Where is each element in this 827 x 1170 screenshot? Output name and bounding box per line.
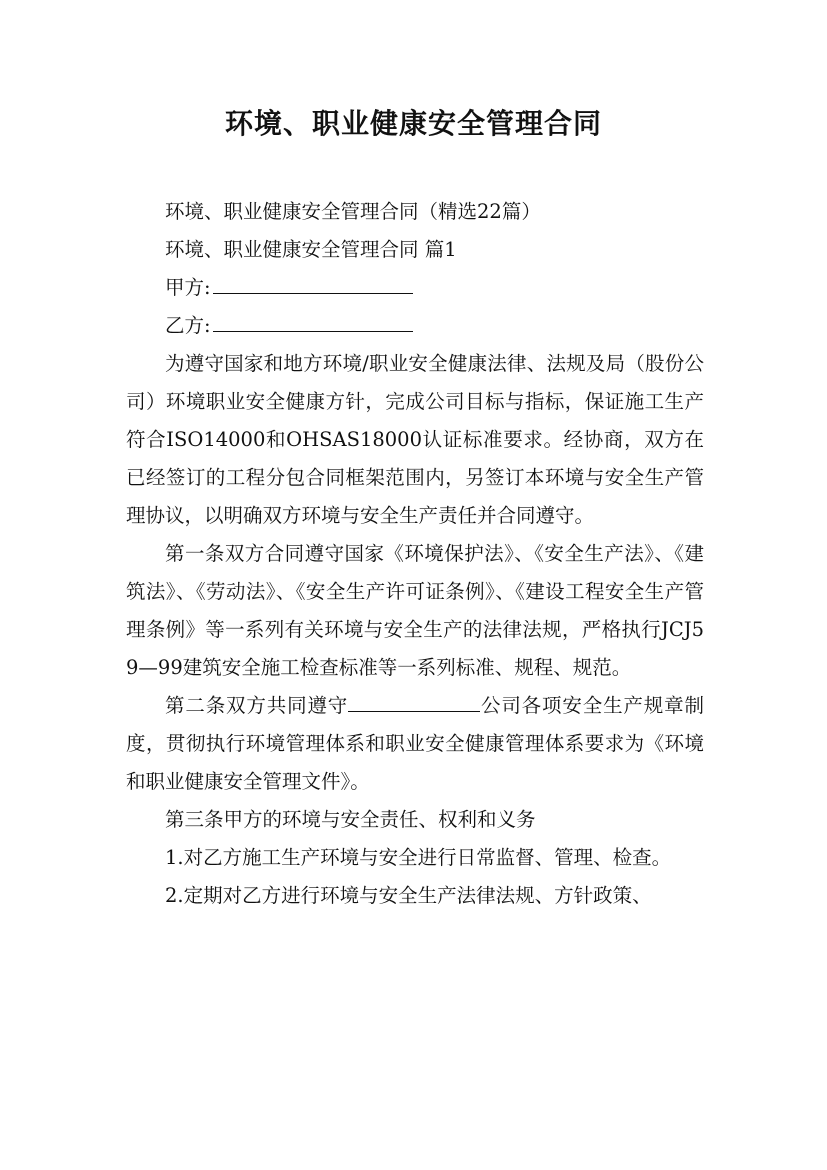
article-2 xyxy=(126,687,704,801)
party-a-line xyxy=(126,269,704,307)
party-a-label: 甲方: xyxy=(165,276,211,299)
intro-paragraph: 为遵守国家和地方环境/职业安全健康法律、法规及局（股份公司）环境职业安全健康方针，完成公司目标与指标，保证施工生产符合ISO14000和OHSAS18000认证标准要求。经协商，双方在已经签订的工程分包合同框架范围内，另签订本环境与安全生产管理协议，以明确双方环境与安全生产责任并合同遵守。 xyxy=(126,352,704,527)
item-2: 2.定期对乙方进行环境与安全生产法律法规、方针政策、 xyxy=(165,884,652,907)
party-b-label: 乙方: xyxy=(165,314,211,337)
item-1: 1.对乙方施工生产环境与安全进行日常监督、管理、检查。 xyxy=(165,846,672,869)
article-2-before: 第二条双方共同遵守 xyxy=(165,694,349,717)
document-body xyxy=(126,193,704,915)
subtitle-line: 环境、职业健康安全管理合同（精选22篇） xyxy=(165,200,541,223)
article-2-after: 公司各项安全生产规章制度，贯彻执行环境管理体系和职业安全健康管理体系要求为《环境和职业健康安全管理文件》。 xyxy=(126,694,704,793)
article-1: 第一条双方合同遵守国家《环境保护法》、《安全生产法》、《建筑法》、《劳动法》、《安全生产许可证条例》、《建设工程安全生产管理条例》等一系列有关环境与安全生产的法律法规，严格执行JCJ59—99建筑安全施工检查标准等一系列标准、规程、规范。 xyxy=(126,542,704,679)
party-b-blank xyxy=(213,309,413,332)
section-heading: 环境、职业健康安全管理合同 篇1 xyxy=(165,238,457,261)
party-a-blank xyxy=(213,271,413,294)
party-b-line xyxy=(126,307,704,345)
article-3: 第三条甲方的环境与安全责任、权利和义务 xyxy=(165,808,536,831)
article-2-blank xyxy=(348,689,480,712)
document-title: 环境、职业健康安全管理合同 xyxy=(224,107,602,140)
